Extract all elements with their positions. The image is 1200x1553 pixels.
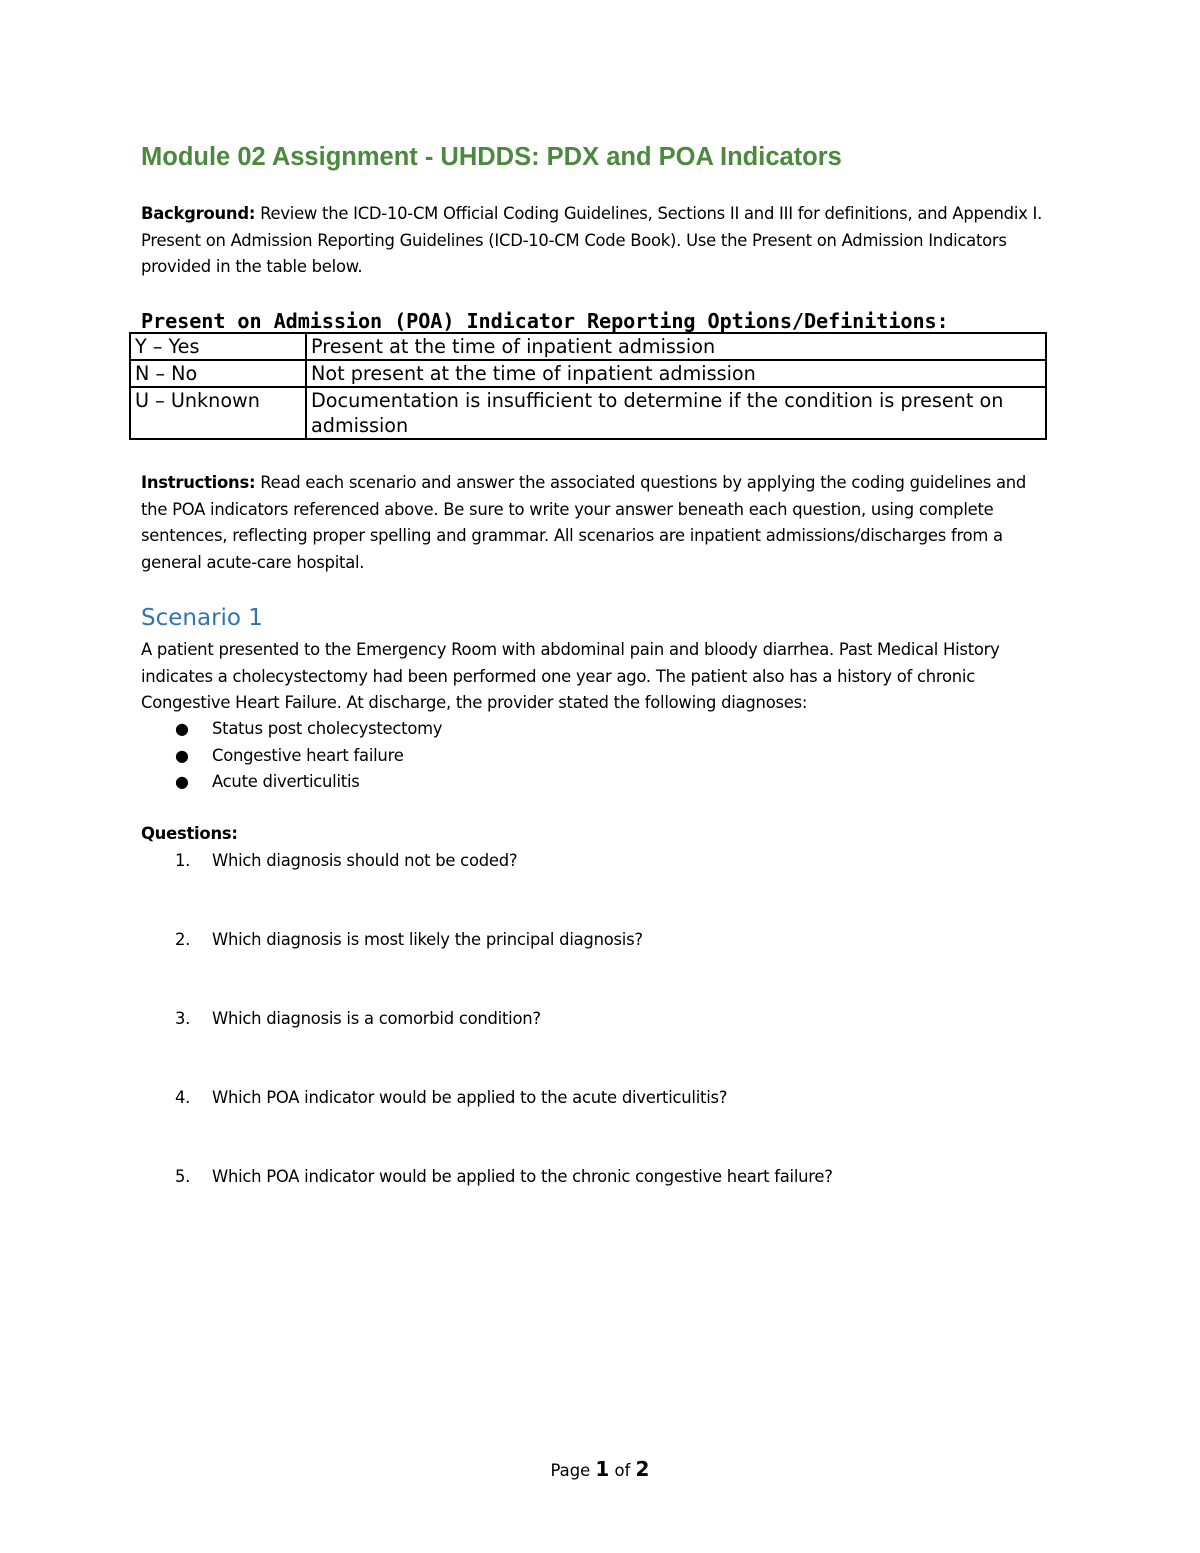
diagnosis-list bbox=[141, 716, 442, 796]
question-number: 3. bbox=[175, 1009, 191, 1028]
poa-indicator-table bbox=[129, 332, 1047, 440]
question-text: Which diagnosis is most likely the principal diagnosis? bbox=[212, 930, 643, 949]
list-item bbox=[141, 743, 442, 770]
question-text: Which diagnosis is a comorbid condition? bbox=[212, 1009, 541, 1028]
page-title: Module 02 Assignment - UHDDS: PDX and POA Indicators bbox=[141, 143, 842, 171]
table-row bbox=[130, 387, 1046, 439]
instructions-text: Read each scenario and answer the associated questions by applying the coding guidelines and the POA indicators referenced above. Be sure to write your answer beneath each question, using complete sentences, reflecting proper spelling and grammar. All scenarios are inpatient admissions/discharges from a general acute-care hospital. bbox=[141, 473, 1027, 573]
bullet-icon: ● bbox=[175, 719, 189, 738]
scenario-heading: Scenario 1 bbox=[141, 605, 263, 631]
question-text: Which POA indicator would be applied to the chronic congestive heart failure? bbox=[212, 1167, 833, 1186]
bullet-icon: ● bbox=[175, 745, 189, 765]
instructions-paragraph bbox=[141, 470, 1056, 577]
diagnosis-text: Acute diverticulitis bbox=[212, 772, 360, 792]
scenario-description: A patient presented to the Emergency Room with abdominal pain and bloody diarrhea. Past Medical History indicates a cholecystectomy had been performed one year ago. The patient also has a history of chronic Congestive Heart Failure. At discharge, the provider stated the following diagnoses: bbox=[141, 640, 1000, 713]
background-paragraph bbox=[141, 201, 1056, 281]
page-footer bbox=[0, 1455, 1200, 1485]
diagnosis-text: Status post cholecystectomy bbox=[212, 719, 443, 738]
poa-definition-cell: Not present at the time of inpatient admission bbox=[306, 360, 1046, 387]
list-item bbox=[141, 769, 442, 796]
total-pages-number: 2 bbox=[635, 1457, 650, 1481]
poa-code-cell: Y – Yes bbox=[130, 333, 306, 360]
question-number: 4. bbox=[175, 1088, 191, 1107]
instructions-label: Instructions: bbox=[141, 473, 256, 492]
question-number: 1. bbox=[175, 851, 191, 870]
question-number: 2. bbox=[175, 930, 191, 949]
table-row bbox=[130, 360, 1046, 387]
poa-definition-cell: Documentation is insufficient to determine if the condition is present on admission bbox=[306, 387, 1046, 439]
table-row bbox=[130, 333, 1046, 360]
poa-code-cell: N – No bbox=[130, 360, 306, 387]
question-number: 5. bbox=[175, 1167, 191, 1186]
bullet-icon: ● bbox=[175, 772, 189, 792]
question-text: Which POA indicator would be applied to the acute diverticulitis? bbox=[212, 1088, 728, 1107]
background-text: Review the ICD-10-CM Official Coding Guidelines, Sections II and III for definitions, and Appendix I. Present on Admission Reporting Guidelines (ICD-10-CM Code Book). Use the Present on Admission Indicators provided in the table below. bbox=[141, 204, 1043, 277]
poa-table-heading: Present on Admission (POA) Indicator Reporting Options/Definitions: bbox=[141, 309, 949, 333]
question-text: Which diagnosis should not be coded? bbox=[212, 851, 518, 870]
questions-label: Questions: bbox=[141, 824, 238, 843]
current-page-number: 1 bbox=[595, 1457, 610, 1481]
diagnosis-text: Congestive heart failure bbox=[212, 745, 404, 765]
background-label: Background: bbox=[141, 204, 256, 223]
poa-code-cell: U – Unknown bbox=[130, 387, 306, 439]
footer-page-word: Page bbox=[550, 1461, 596, 1480]
list-item bbox=[141, 716, 442, 743]
poa-definition-cell: Present at the time of inpatient admission bbox=[306, 333, 1046, 360]
footer-of-word: of bbox=[609, 1461, 636, 1480]
